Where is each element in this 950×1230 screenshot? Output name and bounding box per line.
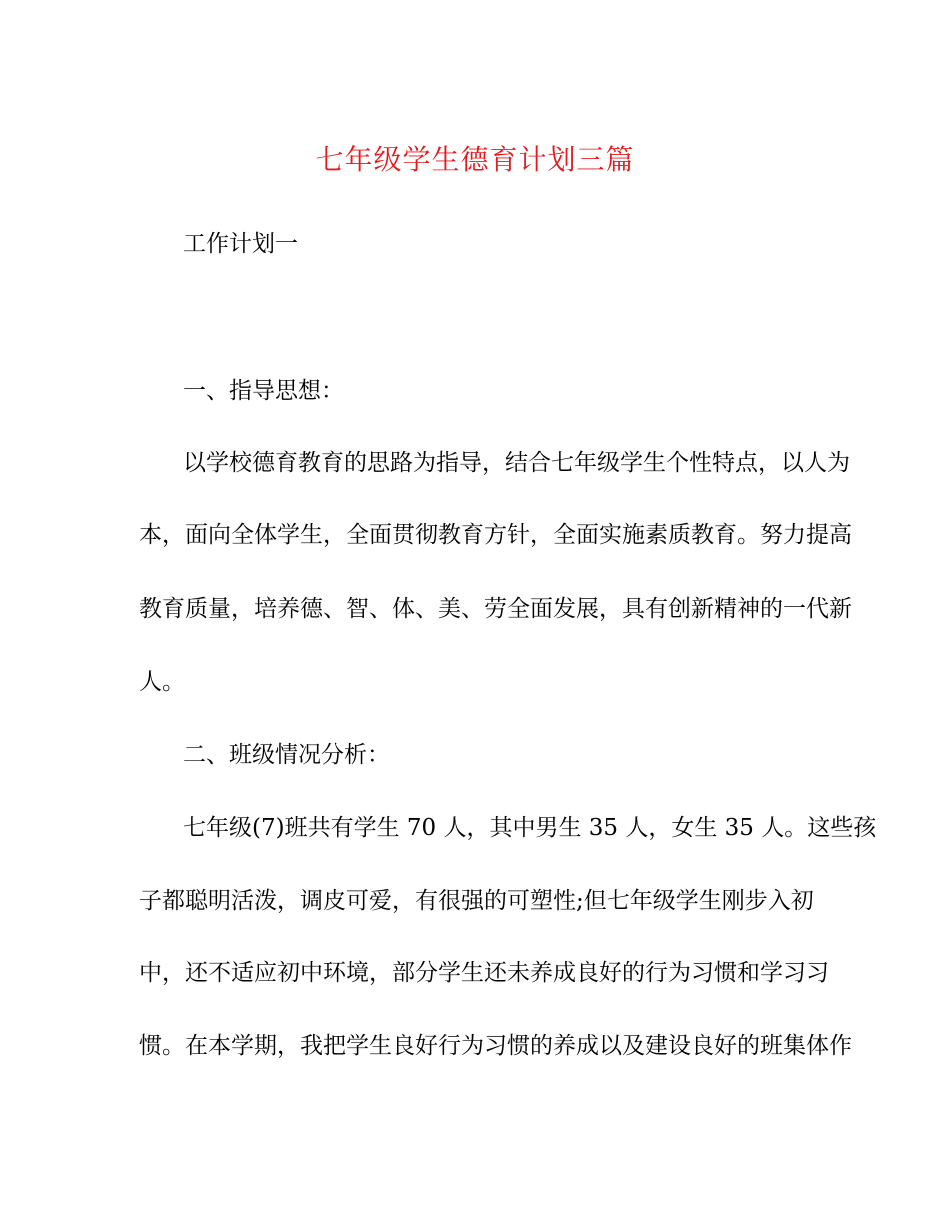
paragraph-line: 人。: [139, 669, 185, 695]
paragraph-line: 以学校德育教育的思路为指导，结合七年级学生个性特点，以人为: [183, 450, 850, 476]
section-heading-class-analysis: 二、班级情况分析：: [183, 742, 390, 768]
section-heading-guiding-ideology: 一、指导思想：: [183, 378, 344, 404]
plan-heading: 工作计划一: [183, 231, 298, 257]
paragraph-line: 教育质量，培养德、智、体、美、劳全面发展，具有创新精神的一代新: [139, 596, 852, 622]
paragraph-line: 七年级(7)班共有学生 70 人，其中男生 35 人，女生 35 人。这些孩: [183, 815, 877, 841]
paragraph-line: 子都聪明活泼，调皮可爱，有很强的可塑性;但七年级学生刚步入初: [139, 888, 814, 914]
paragraph-line: 本，面向全体学生，全面贯彻教育方针，全面实施素质教育。努力提高: [139, 522, 852, 548]
paragraph-line: 惯。在本学期，我把学生良好行为习惯的养成以及建设良好的班集体作: [139, 1033, 852, 1059]
document-title: 七年级学生德育计划三篇: [315, 143, 635, 176]
paragraph-line: 中，还不适应初中环境，部分学生还未养成良好的行为习惯和学习习: [139, 960, 829, 986]
